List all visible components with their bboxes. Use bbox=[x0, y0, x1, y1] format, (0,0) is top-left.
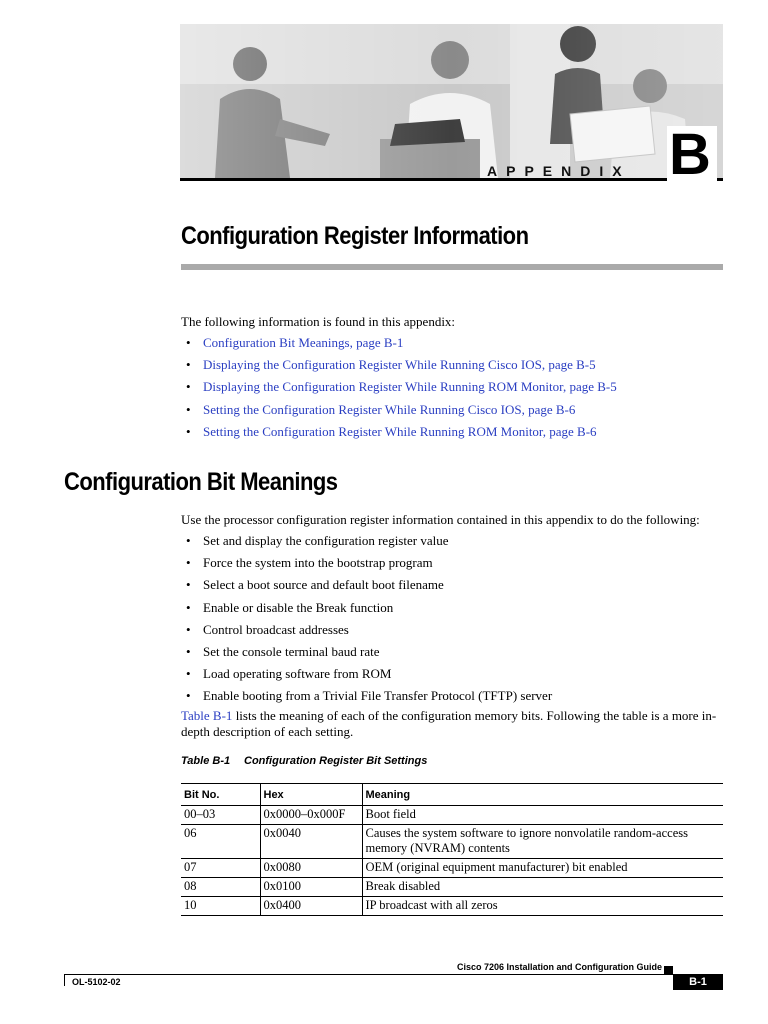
section-intro: Use the processor configuration register information contained in this appendix to do the following: bbox=[181, 512, 700, 527]
list-item[interactable] bbox=[181, 401, 617, 423]
cell-meaning: Break disabled bbox=[362, 878, 723, 897]
cell-bit: 00–03 bbox=[181, 806, 260, 825]
list-item[interactable] bbox=[181, 356, 617, 378]
header-photo bbox=[180, 24, 723, 178]
table-row bbox=[181, 878, 723, 897]
appendix-contents-list bbox=[181, 334, 617, 445]
header-rule bbox=[180, 178, 723, 181]
column-header-meaning: Meaning bbox=[362, 784, 723, 806]
list-item[interactable] bbox=[181, 423, 617, 445]
list-item: • Select a boot source and default boot filename bbox=[181, 576, 552, 598]
contents-link[interactable]: Displaying the Configuration Register While Running Cisco IOS, page B-5 bbox=[203, 357, 596, 373]
list-item: • Enable or disable the Break function bbox=[181, 599, 552, 621]
table-row bbox=[181, 859, 723, 878]
cell-bit: 07 bbox=[181, 859, 260, 878]
section-heading: Configuration Bit Meanings bbox=[64, 468, 338, 496]
cell-meaning: Causes the system software to ignore nonvolatile random-access memory (NVRAM) contents bbox=[362, 825, 723, 859]
list-item: • Set the console terminal baud rate bbox=[181, 643, 552, 665]
people-photo-illustration bbox=[180, 24, 723, 178]
list-item: • Control broadcast addresses bbox=[181, 621, 552, 643]
appendix-letter: B bbox=[667, 126, 717, 184]
contents-link[interactable]: Displaying the Configuration Register While Running ROM Monitor, page B-5 bbox=[203, 379, 617, 395]
table-reference-link[interactable]: Table B-1 bbox=[181, 708, 233, 723]
page-number-badge: B-1 bbox=[673, 975, 723, 990]
contents-link[interactable]: Setting the Configuration Register While Running Cisco IOS, page B-6 bbox=[203, 401, 576, 417]
list-item: • Set and display the configuration register value bbox=[181, 532, 552, 554]
column-header-bit: Bit No. bbox=[181, 784, 260, 806]
cell-hex: 0x0080 bbox=[260, 859, 362, 878]
table-caption-number: Table B-1 bbox=[181, 755, 231, 767]
table-caption-title: Configuration Register Bit Settings bbox=[244, 755, 428, 767]
list-item[interactable] bbox=[181, 334, 617, 356]
column-header-hex: Hex bbox=[260, 784, 362, 806]
footer-doc-number: OL-5102-02 bbox=[72, 977, 121, 987]
table-row bbox=[181, 806, 723, 825]
list-item[interactable] bbox=[181, 378, 617, 400]
table-reference-paragraph bbox=[181, 708, 721, 740]
appendix-label: APPENDIX bbox=[487, 163, 631, 179]
list-item: • Load operating software from ROM bbox=[181, 665, 552, 687]
cell-hex: 0x0100 bbox=[260, 878, 362, 897]
cell-meaning: OEM (original equipment manufacturer) bit enabled bbox=[362, 859, 723, 878]
intro-text: The following information is found in this appendix: bbox=[181, 314, 456, 329]
table-row bbox=[181, 897, 723, 916]
cell-meaning: Boot field bbox=[362, 806, 723, 825]
cell-bit: 08 bbox=[181, 878, 260, 897]
config-register-table bbox=[181, 783, 723, 916]
task-list bbox=[181, 532, 552, 710]
table-row bbox=[181, 825, 723, 859]
list-item: • Force the system into the bootstrap program bbox=[181, 554, 552, 576]
contents-link[interactable]: Configuration Bit Meanings, page B-1 bbox=[203, 335, 404, 350]
cell-hex: 0x0400 bbox=[260, 897, 362, 916]
cell-bit: 06 bbox=[181, 825, 260, 859]
table-caption bbox=[181, 755, 427, 767]
cell-bit: 10 bbox=[181, 897, 260, 916]
cell-hex: 0x0040 bbox=[260, 825, 362, 859]
title-rule bbox=[181, 264, 723, 270]
cell-meaning: IP broadcast with all zeros bbox=[362, 897, 723, 916]
contents-link[interactable]: Setting the Configuration Register While Running ROM Monitor, page B-6 bbox=[203, 423, 597, 439]
table-header-row bbox=[181, 784, 723, 806]
cell-hex: 0x0000–0x000F bbox=[260, 806, 362, 825]
footer-rule bbox=[64, 974, 723, 975]
list-item: • Enable booting from a Trivial File Transfer Protocol (TFTP) server bbox=[181, 687, 552, 709]
paragraph-text: lists the meaning of each of the configuration memory bits. Following the table is a more in-depth description of each setting. bbox=[181, 708, 717, 739]
footer-guide-title: Cisco 7206 Installation and Configuration Guide bbox=[457, 962, 663, 972]
footer-tick bbox=[64, 974, 65, 986]
page-title: Configuration Register Information bbox=[181, 222, 529, 250]
